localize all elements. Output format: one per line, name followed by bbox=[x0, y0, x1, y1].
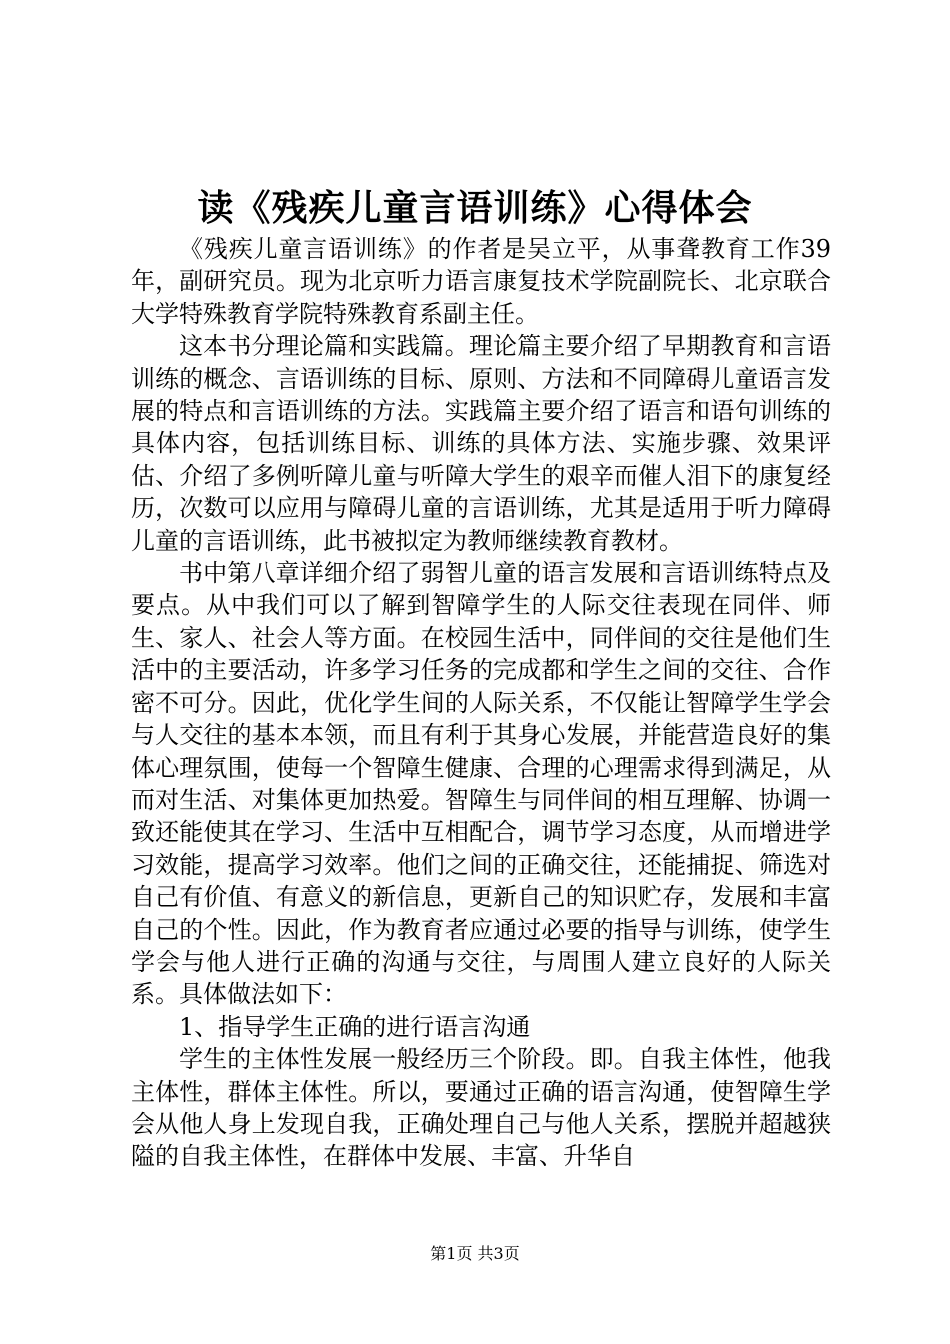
paragraph-chapter-eight: 书中第八章详细介绍了弱智儿童的语言发展和言语训练特点及要点。从中我们可以了解到智障学生的人际交往表现在同伴、师生、家人、社会人等方面。在校园生活中，同伴间的交往是他们生活中的主要活动，许多学习任务的完成都和学生之间的交往、合作密不可分。因此，优化学生间的人际关系，不仅能让智障学生学会与人交往的基本本领，而且有利于其身心发展，并能营造良好的集体心理氛围，使每一个智障生健康、合理的心理需求得到满足，从而对生活、对集体更加热爱。智障生与同伴间的相互理解、协调一致还能使其在学习、生活中互相配合，调节学习态度，从而增进学习效能，提高学习效率。他们之间的正确交往，还能捕捉、筛选对自己有价值、有意义的新信息，更新自己的知识贮存，发展和丰富自己的个性。因此，作为教育者应通过必要的指导与训练，使学生学会与他人进行正确的沟通与交往，与周围人建立良好的人际关系。具体做法如下： bbox=[131, 559, 831, 1009]
page-footer: 第1页 共3页 bbox=[430, 1244, 520, 1263]
paragraph-section-heading: 1、指导学生正确的进行语言沟通 bbox=[179, 1012, 531, 1041]
document-title: 读《残疾儿童言语训练》心得体会 bbox=[197, 187, 753, 229]
document-body bbox=[131, 233, 831, 1173]
paragraph-author-intro: 《残疾儿童言语训练》的作者是吴立平，从事聋教育工作39年，副研究员。现为北京听力语言康复技术学院副院长、北京联合大学特殊教育学院特殊教育系副主任。 bbox=[131, 235, 831, 328]
paragraph-book-overview: 这本书分理论篇和实践篇。理论篇主要介绍了早期教育和言语训练的概念、言语训练的目标、原则、方法和不同障碍儿童语言发展的特点和言语训练的方法。实践篇主要介绍了语言和语句训练的具体内容，包括训练目标、训练的具体方法、实施步骤、效果评估、介绍了多例听障儿童与听障大学生的艰辛而催人泪下的康复经历，次数可以应用与障碍儿童的言语训练，尤其是适用于听力障碍儿童的言语训练，此书被拟定为教师继续教育教材。 bbox=[131, 332, 831, 555]
paragraph-subjectivity: 学生的主体性发展一般经历三个阶段。即。自我主体性，他我主体性，群体主体性。所以，要通过正确的语言沟通，使智障生学会从他人身上发现自我，正确处理自己与他人关系，摆脱并超越狭隘的自我主体性，在群体中发展、丰富、升华自 bbox=[131, 1045, 831, 1171]
